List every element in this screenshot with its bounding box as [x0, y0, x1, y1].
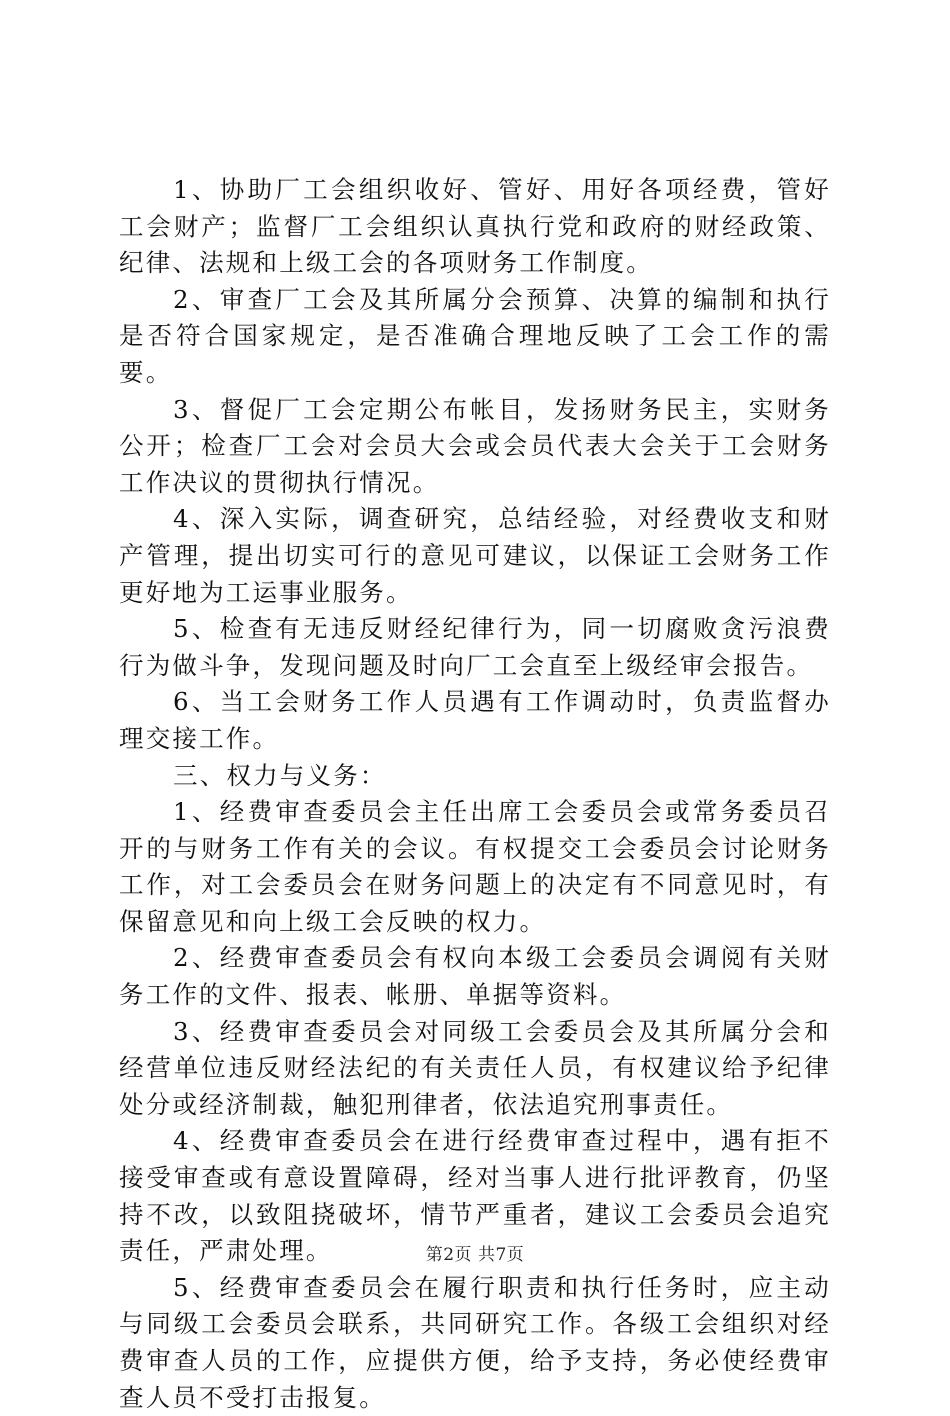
paragraph-duty-4: 4、深入实际，调查研究，总结经验，对经费收支和财产管理，提出切实可行的意见可建议，以保证工会财务工作更好地为工运事业服务。	[119, 504, 831, 607]
paragraph-duty-3: 3、督促厂工会定期公布帐目，发扬财务民主，实财务公开；检查厂工会对会员大会或会员代表大会关于工会财务工作决议的贯彻执行情况。	[119, 394, 831, 497]
paragraph-right-5: 5、经费审查委员会在履行职责和执行任务时，应主动与同级工会委员会联系，共同研究工作。各级工会组织对经费审查人员的工作，应提供方便，给予支持，务必使经费审查人员不受打击报复。	[119, 1272, 831, 1412]
paragraph-duty-2: 2、审查厂工会及其所属分会预算、决算的编制和执行是否符合国家规定，是否准确合理地反映了工会工作的需要。	[119, 284, 831, 387]
paragraph-right-4: 4、经费审查委员会在进行经费审查过程中，遇有拒不接受审查或有意设置障碍，经对当事人进行批评教育，仍坚持不改，以致阻挠破坏，情节严重者，建议工会委员会追究责任，严肃处理。	[119, 1126, 831, 1266]
paragraph-duty-1: 1、协助厂工会组织收好、管好、用好各项经费，管好工会财产；监督厂工会组织认真执行党和政府的财经政策、纪律、法规和上级工会的各项财务工作制度。	[119, 175, 831, 278]
paragraph-right-3: 3、经费审查委员会对同级工会委员会及其所属分会和经营单位违反财经法纪的有关责任人员，有权建议给予纪律处分或经济制裁，触犯刑律者，依法追究刑事责任。	[119, 1016, 831, 1119]
document-body	[119, 172, 831, 1416]
section-heading-rights: 三、权力与义务：	[173, 760, 387, 790]
paragraph-duty-5: 5、检查有无违反财经纪律行为，同一切腐败贪污浪费行为做斗争，发现问题及时向厂工会直至上级经审会报告。	[119, 614, 831, 680]
paragraph-duty-6: 6、当工会财务工作人员遇有工作调动时，负责监督办理交接工作。	[119, 687, 831, 753]
page-number-footer: 第2页 共7页	[425, 1245, 525, 1265]
paragraph-right-2: 2、经费审查委员会有权向本级工会委员会调阅有关财务工作的文件、报表、帐册、单据等资料。	[119, 943, 831, 1010]
paragraph-right-1: 1、经费审查委员会主任出席工会委员会或常务委员召开的与财务工作有关的会议。有权提交工会委员会讨论财务工作，对工会委员会在财务问题上的决定有不同意见时，有保留意见和向上级工会反映的权力。	[119, 797, 831, 936]
